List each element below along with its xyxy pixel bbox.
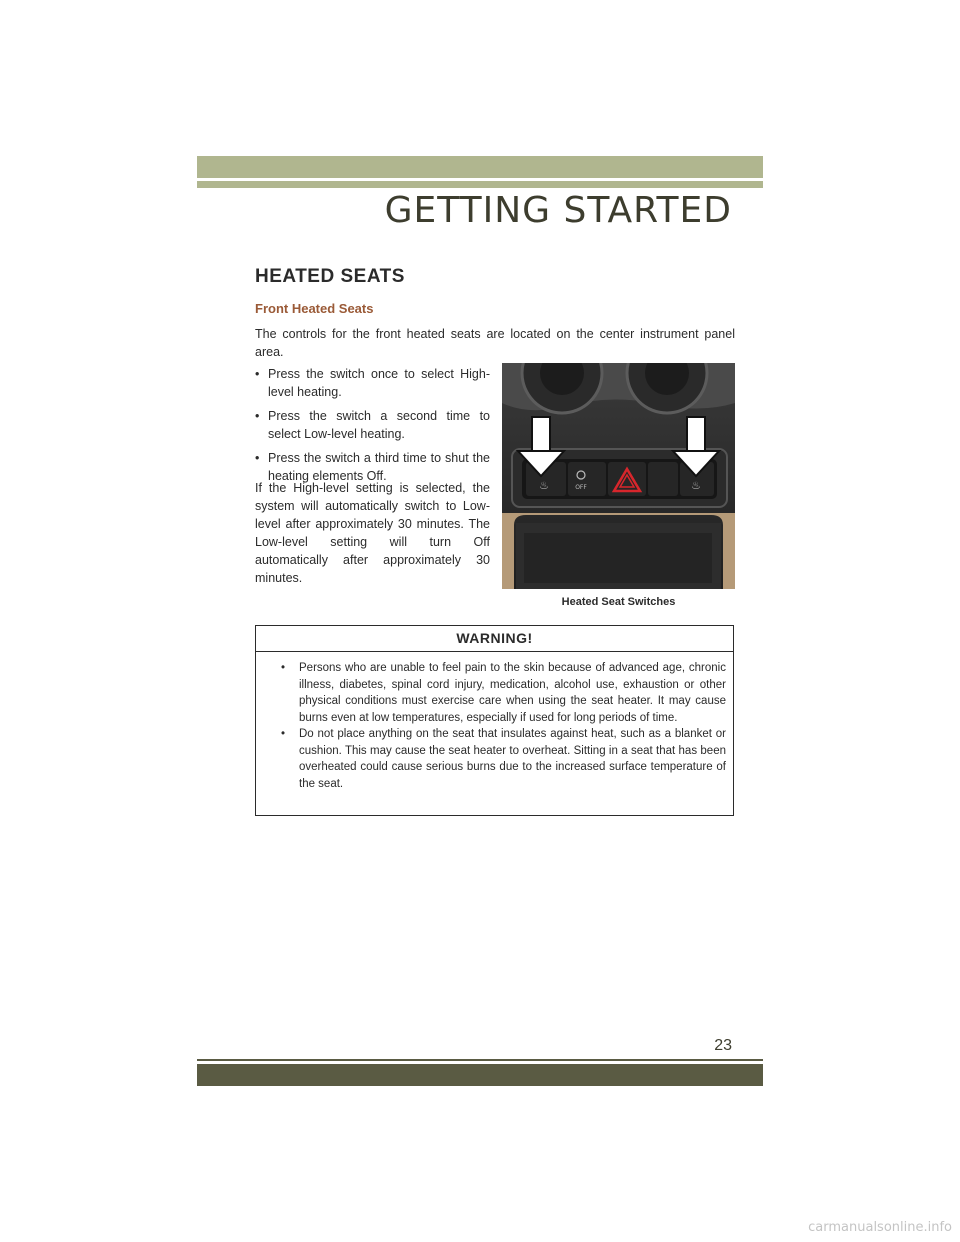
warning-divider bbox=[256, 651, 733, 652]
seat-heat-icon: ♨ bbox=[691, 479, 701, 492]
page-number: 23 bbox=[714, 1037, 732, 1054]
footer-band bbox=[197, 1064, 763, 1086]
off-label: OFF bbox=[575, 484, 587, 491]
page-heading: HEATED SEATS bbox=[255, 266, 405, 287]
header-band-thin bbox=[197, 181, 763, 188]
body-paragraph: If the High-level setting is selected, the system will automatically switch to Low-level after approximately 30 minutes. The Low-level setting will turn Off automatically after approximately 30 minutes. bbox=[255, 481, 490, 585]
warning-list bbox=[281, 660, 726, 792]
intro-paragraph: The controls for the front heated seats are located on the center instrument panel area. bbox=[255, 327, 735, 359]
seat-heat-icon: ♨ bbox=[539, 479, 549, 492]
photo-illustration bbox=[502, 363, 735, 589]
watermark: carmanualsonline.info bbox=[808, 1220, 952, 1235]
traction-control-button bbox=[568, 462, 606, 496]
list-item: • Press the switch a third time to shut the heating elements Off. bbox=[255, 449, 490, 485]
warning-title: WARNING! bbox=[456, 630, 533, 646]
warning-box bbox=[255, 625, 734, 816]
heated-seat-switches-photo bbox=[502, 363, 735, 589]
header-band bbox=[197, 156, 763, 178]
figure-caption: Heated Seat Switches bbox=[561, 596, 676, 608]
section-title: GETTING STARTED bbox=[384, 190, 732, 231]
list-item: • Persons who are unable to feel pain to the skin because of advanced age, chronic illness, diabetes, spinal cord injury, medication, alcohol use, exhaustion or other physical conditions must exercise care when using the seat heater. It may cause burns even at low temperatures, especially if used for long periods of time. bbox=[281, 660, 726, 726]
footer-rule bbox=[197, 1059, 763, 1061]
list-item: • Press the switch once to select High-level heating. bbox=[255, 365, 490, 401]
list-item: • Do not place anything on the seat that insulates against heat, such as a blanket or cushion. This may cause the seat heater to overheat. Sitting in a seat that has been overheated could cause serious burns due to the increased surface temperature of the seat. bbox=[281, 726, 726, 792]
list-item: • Press the switch a second time to select Low-level heating. bbox=[255, 407, 490, 443]
subheading: Front Heated Seats bbox=[255, 301, 374, 316]
instruction-list bbox=[255, 365, 490, 491]
